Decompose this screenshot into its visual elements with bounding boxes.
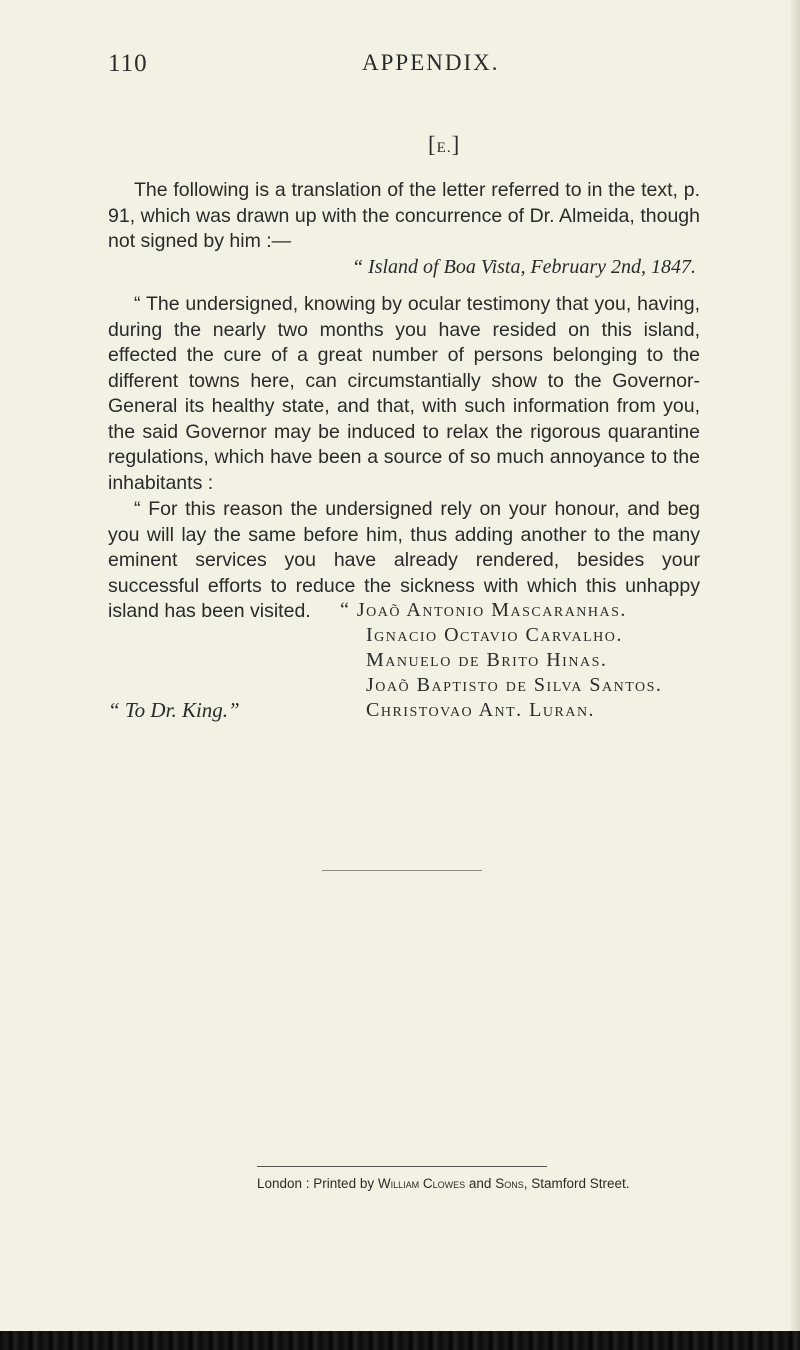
imprint-printer: William Clowes bbox=[377, 1176, 466, 1191]
section-bracket-open: [ bbox=[428, 132, 437, 157]
imprint-prefix: London : Printed by bbox=[257, 1176, 375, 1191]
letter-addressee: “ To Dr. King.” bbox=[108, 698, 240, 722]
signatory: Manuelo de Brito Hinas. bbox=[366, 649, 608, 671]
intro-paragraph: The following is a translation of the letter referred to in the text, p. 91, which was drawn up with the concurrence of Dr. Almeida, though not signed by him :— bbox=[108, 179, 700, 252]
signatory: “ Joaõ Antonio Mascaranhas. bbox=[340, 599, 627, 621]
signatory: Joaõ Baptisto de Silva Santos. bbox=[366, 674, 663, 696]
letter-dateline: “ Island of Boa Vista, February 2nd, 1847. bbox=[351, 256, 696, 278]
imprint-divider bbox=[257, 1166, 547, 1167]
page-number: 110 bbox=[108, 50, 148, 77]
section-divider bbox=[322, 870, 482, 871]
imprint-middle: and bbox=[468, 1176, 492, 1191]
imprint-sons: Sons, bbox=[495, 1176, 528, 1191]
letter-paragraph: “ The undersigned, knowing by ocular testimony that you, having, during the nearly two months you have resided on this island, effected the cure of a great number of persons belonging to the different towns here, can circumstantially show to the Governor-General its healthy state, and that, with such information from you, the said Governor may be induced to relax the rigorous quarantine regulations, which have been a source of so much annoyance to the inhabitants : bbox=[108, 293, 700, 494]
letter-paragraph: “ For this reason the undersigned rely on your honour, and beg you will lay the same before him, thus adding another to the many eminent services you have already rendered, besides your successful efforts to reduce the sickness with which this unhappy island has been visited. bbox=[108, 498, 700, 622]
signatory: Ignacio Octavio Carvalho. bbox=[366, 624, 623, 646]
section-heading bbox=[428, 132, 460, 158]
scan-edge-bar bbox=[0, 1331, 800, 1350]
page-edge-shadow bbox=[791, 0, 800, 1350]
running-head: APPENDIX. bbox=[362, 50, 500, 75]
signatory: Christovao Ant. Luran. bbox=[366, 699, 596, 721]
printer-imprint bbox=[257, 1176, 630, 1191]
imprint-suffix: Stamford Street. bbox=[531, 1176, 630, 1191]
section-letter: E. bbox=[436, 140, 452, 156]
page-header bbox=[108, 50, 698, 80]
section-bracket-close: ] bbox=[451, 132, 461, 157]
signatories-block bbox=[340, 598, 663, 723]
